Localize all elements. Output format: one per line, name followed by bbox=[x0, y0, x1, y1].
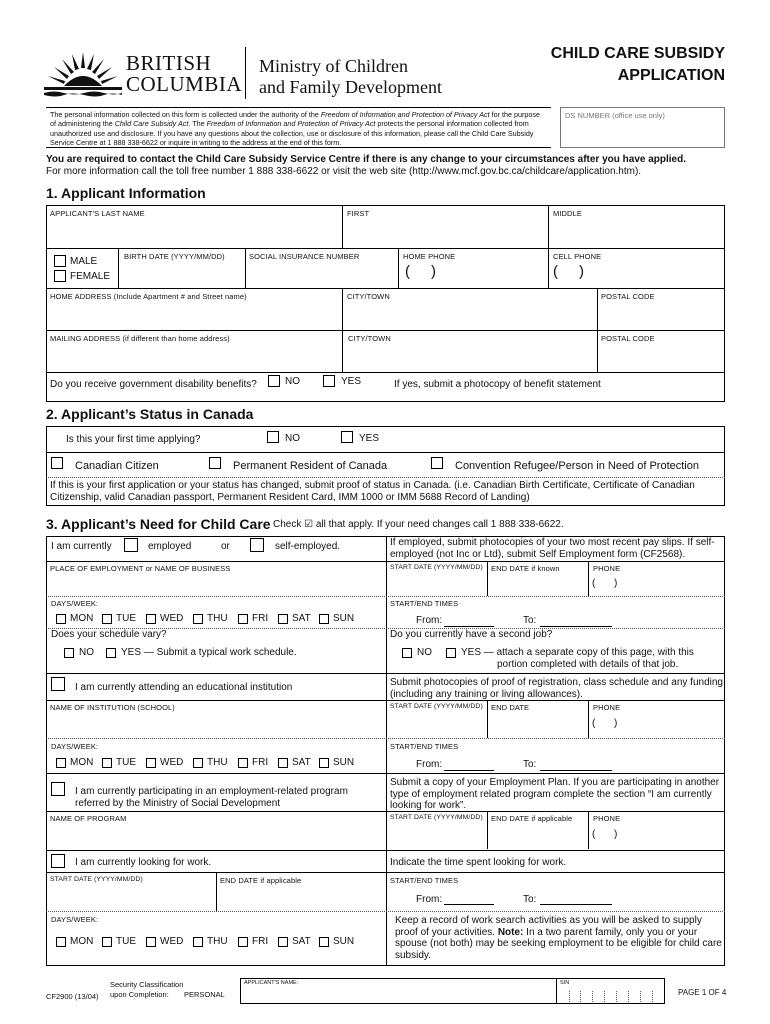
male-label: MALE bbox=[70, 256, 98, 267]
section3-subtitle: Check ☑ all that apply. If your need changes call 1 888 338-6622. bbox=[273, 519, 564, 530]
home-phone-paren-close: ) bbox=[431, 263, 436, 280]
program-label-1: I am currently participating in an employment-related program bbox=[75, 786, 348, 797]
look-from-input[interactable] bbox=[444, 904, 494, 905]
look-mon-label: MON bbox=[70, 936, 94, 947]
mailing-postal-label: POSTAL CODE bbox=[601, 334, 655, 343]
education-phone-field[interactable] bbox=[589, 701, 724, 738]
edu-sun-checkbox[interactable] bbox=[319, 758, 329, 768]
emp-wed-label: WED bbox=[160, 613, 184, 624]
emp-days-week-label: DAYS/WEEK: bbox=[51, 599, 99, 608]
disability-yes-label: YES bbox=[341, 376, 362, 387]
emp-from-label: From: bbox=[416, 615, 443, 626]
program-label-2: referred by the Ministry of Social Development bbox=[75, 798, 281, 809]
looking-start-date-label: START DATE (YYYY/MM/DD) bbox=[50, 876, 143, 883]
sin-label: SOCIAL INSURANCE NUMBER bbox=[249, 252, 360, 261]
education-phone-label: PHONE bbox=[593, 703, 621, 712]
program-phone-paren-open: ( bbox=[592, 829, 596, 840]
education-checkbox[interactable] bbox=[51, 677, 65, 691]
looking-end-date-field[interactable] bbox=[217, 873, 385, 911]
looking-end-date-label: END DATE if applicable bbox=[220, 876, 302, 885]
edu-tue-checkbox[interactable] bbox=[102, 758, 112, 768]
section3-title: 3. Applicant’s Need for Child Care bbox=[46, 516, 271, 532]
program-start-date-label: START DATE (YYYY/MM/DD) bbox=[390, 814, 483, 821]
emp-mon-label: MON bbox=[70, 613, 94, 624]
edu-row2-bottom bbox=[46, 738, 725, 739]
second-job-no-checkbox[interactable] bbox=[402, 648, 412, 658]
program-start-date-field[interactable] bbox=[387, 812, 486, 849]
section1-title: 1. Applicant Information bbox=[46, 185, 206, 201]
look-row2-bottom bbox=[46, 911, 725, 912]
schedule-no-label: NO bbox=[79, 647, 94, 658]
program-phone-label: PHONE bbox=[593, 814, 621, 823]
employment-note: If employed, submit photocopies of your two most recent pay slips. If self-employed (not Inc or Ltd), submit Self Employment form (CF2568). bbox=[390, 537, 715, 560]
edu-block-bottom bbox=[46, 773, 725, 774]
edu-to-label: To: bbox=[523, 759, 537, 770]
disability-no-checkbox[interactable] bbox=[268, 375, 280, 387]
ministry-name bbox=[259, 56, 442, 98]
citizen-checkbox[interactable] bbox=[51, 457, 63, 469]
schedule-yes-checkbox[interactable] bbox=[106, 648, 116, 658]
mailing-city-field[interactable] bbox=[343, 331, 596, 371]
education-note: Submit photocopies of proof of registration, class schedule and any funding (including any training or living allowances). bbox=[390, 677, 723, 700]
edu-wed-checkbox[interactable] bbox=[146, 758, 156, 768]
status-proof-note: If this is your first application or your status has changed, submit proof of status in Canada. (i.e. Canadian Birth Certificate, Certificate of Canadian Citizenship, valid Canadian passport, Permanent Resident Card, IMM 1000 or IMM 5688 Record of Landing) bbox=[50, 480, 695, 503]
privacy-text-3: . The bbox=[188, 119, 207, 129]
form-title bbox=[520, 43, 725, 87]
mailing-address-label: MAILING ADDRESS (if different than home address) bbox=[50, 334, 230, 343]
emp-start-end-times-label: START/END TIMES bbox=[390, 599, 459, 608]
disability-question: Do you receive government disability benefits? bbox=[50, 379, 257, 390]
ministry-line1: Ministry of Children bbox=[259, 56, 408, 76]
second-job-yes-checkbox[interactable] bbox=[446, 648, 456, 658]
sin-tick-5 bbox=[616, 991, 617, 1002]
look-tue-checkbox[interactable] bbox=[102, 937, 112, 947]
sin-tick-6 bbox=[628, 991, 629, 1002]
bc-logo-sun-icon bbox=[42, 46, 124, 98]
emp-days-row bbox=[46, 612, 386, 628]
cell-phone-label: CELL PHONE bbox=[553, 252, 602, 261]
program-checkbox[interactable] bbox=[51, 782, 65, 796]
s2-row2-bottom bbox=[46, 477, 725, 478]
permanent-resident-checkbox[interactable] bbox=[209, 457, 221, 469]
female-label: FEMALE bbox=[70, 271, 111, 282]
emp-to-label: To: bbox=[523, 615, 537, 626]
bc-line1: BRITISH bbox=[126, 51, 212, 75]
page-number: PAGE 1 OF 4 bbox=[678, 988, 727, 997]
footer-applicant-name-field[interactable] bbox=[241, 979, 555, 1003]
second-job-question: Do you currently have a second job? bbox=[390, 629, 553, 640]
home-postal-field[interactable] bbox=[598, 289, 724, 329]
s2-row1-bottom bbox=[46, 452, 725, 453]
emp-mon-checkbox[interactable] bbox=[56, 614, 66, 624]
emp-to-input[interactable] bbox=[540, 626, 612, 627]
edu-fri-checkbox[interactable] bbox=[238, 758, 248, 768]
look-days-week-label: DAYS/WEEK: bbox=[51, 915, 99, 924]
self-employed-checkbox[interactable] bbox=[250, 538, 264, 552]
edu-fri-label: FRI bbox=[252, 757, 269, 768]
employment-start-date-field[interactable] bbox=[387, 562, 486, 596]
refugee-checkbox[interactable] bbox=[431, 457, 443, 469]
look-record-note-text: Keep a record of work search activities as you will be asked to supply proof of your activities. bbox=[395, 915, 702, 938]
first-time-no-checkbox[interactable] bbox=[267, 431, 279, 443]
home-phone-label: HOME PHONE bbox=[403, 252, 456, 261]
privacy-text-4: protects the personal information collected from unauthorized use and disclosure. If you have any questions about the collection, use or disclosure of this information, please call the Child Care Subsidy Service Centre at 1 888 338-6622 or inquire in writing to the address at the end of this form. bbox=[50, 119, 534, 147]
look-tue-label: TUE bbox=[116, 936, 136, 947]
program-end-date-field[interactable] bbox=[488, 812, 587, 849]
look-thu-label: THU bbox=[207, 936, 228, 947]
security-classification bbox=[110, 980, 183, 1000]
emp-from-input[interactable] bbox=[444, 626, 494, 627]
edu-tue-label: TUE bbox=[116, 757, 136, 768]
cell-phone-paren-close: ) bbox=[579, 263, 584, 280]
edu-to-input[interactable] bbox=[540, 770, 612, 771]
privacy-act-3: Freedom of Information and Protection of Privacy Act bbox=[206, 119, 376, 129]
ministry-line2: and Family Development bbox=[259, 77, 442, 97]
schedule-no-checkbox[interactable] bbox=[64, 648, 74, 658]
privacy-text-1: The personal information collected on this form is collected under the authority of the bbox=[50, 110, 321, 119]
logo-divider bbox=[245, 47, 246, 99]
citizen-label: Canadian Citizen bbox=[75, 460, 159, 472]
home-phone-field[interactable] bbox=[399, 249, 547, 287]
second-job-no-label: NO bbox=[417, 647, 432, 658]
edu-mon-label: MON bbox=[70, 757, 94, 768]
look-note-text: In a two parent family, only you or your spouse (not both) may be seeking employment to be eligible for child care subsidy. bbox=[395, 926, 722, 961]
look-start-end-times-label: START/END TIMES bbox=[390, 876, 459, 885]
sin-tick-2 bbox=[580, 991, 581, 1002]
edu-from-label: From: bbox=[416, 759, 443, 770]
refugee-label: Convention Refugee/Person in Need of Protection bbox=[455, 460, 699, 472]
form-code: CF2900 (13/04) bbox=[46, 992, 99, 1001]
self-employed-label: self-employed. bbox=[275, 541, 341, 552]
employment-phone-field[interactable] bbox=[589, 562, 724, 596]
emp-tue-checkbox[interactable] bbox=[102, 614, 112, 624]
emp-schedule-divider bbox=[46, 628, 725, 629]
look-wed-label: WED bbox=[160, 936, 184, 947]
prog-block-bottom bbox=[46, 850, 725, 851]
emp-sun-checkbox[interactable] bbox=[319, 614, 329, 624]
notice-line2: For more information call the toll free number 1 888 338-6622 or visit the web site (http://www.mcf.gov.bc.ca/childcare/application.htm). bbox=[46, 166, 642, 177]
birth-date-label: BIRTH DATE (YYYY/MM/DD) bbox=[124, 252, 225, 261]
first-name-label: FIRST bbox=[347, 209, 370, 218]
section2-title: 2. Applicant’s Status in Canada bbox=[46, 406, 254, 422]
home-address-label: HOME ADDRESS (Include Apartment # and Street name) bbox=[50, 292, 247, 301]
look-to-input[interactable] bbox=[540, 904, 612, 905]
emp-thu-checkbox[interactable] bbox=[193, 614, 203, 624]
look-sun-checkbox[interactable] bbox=[319, 937, 329, 947]
title-line2: APPLICATION bbox=[617, 67, 725, 84]
last-name-field[interactable] bbox=[47, 206, 341, 247]
title-line1: CHILD CARE SUBSIDY bbox=[550, 45, 725, 62]
edu-sun-label: SUN bbox=[333, 757, 355, 768]
bc-logo bbox=[42, 46, 124, 98]
employed-label: employed bbox=[148, 541, 192, 552]
emp-fri-checkbox[interactable] bbox=[238, 614, 248, 624]
edu-days-row bbox=[46, 756, 386, 772]
privacy-text-2: for the purpose of administering the bbox=[50, 110, 540, 129]
edu-start-end-times-label: START/END TIMES bbox=[390, 742, 459, 751]
sin-tick-3 bbox=[592, 991, 593, 1002]
look-to-label: To: bbox=[523, 894, 537, 905]
first-name-field[interactable] bbox=[343, 206, 547, 247]
edu-mon-checkbox[interactable] bbox=[56, 758, 66, 768]
sin-tick-8 bbox=[652, 991, 653, 1002]
program-phone-paren-close: ) bbox=[614, 829, 618, 840]
security-value: PERSONAL bbox=[184, 990, 225, 999]
emp-sun-label: SUN bbox=[333, 613, 355, 624]
birth-date-field[interactable] bbox=[119, 249, 244, 287]
home-address-field[interactable] bbox=[47, 289, 341, 329]
looking-note: Indicate the time spent looking for work. bbox=[390, 857, 567, 868]
look-days-row bbox=[46, 935, 386, 951]
emp-fri-label: FRI bbox=[252, 613, 269, 624]
s3-center-divider bbox=[386, 536, 387, 966]
look-sun-label: SUN bbox=[333, 936, 355, 947]
cell-phone-field[interactable] bbox=[549, 249, 724, 287]
privacy-act-2: Child Care Subsidy Act bbox=[114, 119, 189, 129]
privacy-act-1: Freedom of Information and Protection of Privacy Act bbox=[320, 110, 490, 119]
edu-days-week-label: DAYS/WEEK: bbox=[51, 742, 99, 751]
program-name-field[interactable] bbox=[47, 812, 385, 849]
employed-checkbox[interactable] bbox=[124, 538, 138, 552]
emp-wed-checkbox[interactable] bbox=[146, 614, 156, 624]
ds-number-label: DS NUMBER (office use only) bbox=[565, 111, 665, 120]
program-end-date-label: END DATE if applicable bbox=[491, 814, 573, 823]
education-phone-paren-close: ) bbox=[614, 718, 618, 729]
looking-start-date-field[interactable] bbox=[47, 873, 215, 911]
education-phone-paren-open: ( bbox=[592, 718, 596, 729]
bc-wordmark bbox=[126, 53, 242, 95]
edu-wed-label: WED bbox=[160, 757, 184, 768]
schedule-question: Does your schedule vary? bbox=[51, 629, 167, 640]
place-of-employment-label: PLACE OF EMPLOYMENT or NAME OF BUSINESS bbox=[50, 564, 231, 573]
look-from-label: From: bbox=[416, 894, 443, 905]
bc-line2: COLUMBIA bbox=[126, 72, 243, 96]
footer-sin-label: SIN bbox=[560, 980, 570, 986]
education-end-date-field[interactable] bbox=[488, 701, 587, 738]
edu-from-input[interactable] bbox=[444, 770, 494, 771]
edu-sat-checkbox[interactable] bbox=[278, 758, 288, 768]
look-thu-checkbox[interactable] bbox=[193, 937, 203, 947]
last-name-label: APPLICANT'S LAST NAME bbox=[50, 209, 145, 218]
look-wed-checkbox[interactable] bbox=[146, 937, 156, 947]
emp-thu-label: THU bbox=[207, 613, 228, 624]
emp-sat-label: SAT bbox=[292, 613, 311, 624]
mailing-city-label: CITY/TOWN bbox=[348, 334, 391, 343]
middle-name-label: MIDDLE bbox=[553, 209, 582, 218]
employment-start-date-label: START DATE (YYYY/MM/DD) bbox=[390, 564, 483, 571]
middle-name-field[interactable] bbox=[549, 206, 724, 247]
security-line2: upon Completion: bbox=[110, 990, 169, 999]
sin-tick-4 bbox=[604, 991, 605, 1002]
sin-field[interactable] bbox=[246, 249, 397, 287]
first-time-no-label: NO bbox=[285, 433, 300, 444]
institution-name-field[interactable] bbox=[47, 701, 385, 738]
ds-number-field[interactable] bbox=[560, 107, 725, 148]
look-sat-checkbox[interactable] bbox=[278, 937, 288, 947]
education-start-date-label: START DATE (YYYY/MM/DD) bbox=[390, 703, 483, 710]
mailing-postal-field[interactable] bbox=[598, 331, 724, 371]
disability-yes-checkbox[interactable] bbox=[323, 375, 335, 387]
second-job-yes-label-1: YES — attach a separate copy of this page, with this bbox=[461, 647, 694, 658]
schedule-yes-label: YES — Submit a typical work schedule. bbox=[121, 647, 297, 658]
program-name-label: NAME OF PROGRAM bbox=[50, 814, 127, 823]
home-postal-label: POSTAL CODE bbox=[601, 292, 655, 301]
education-end-date-label: END DATE bbox=[491, 703, 530, 712]
footer-applicant-name-label: APPLICANT'S NAME: bbox=[244, 980, 299, 986]
emp-tue-label: TUE bbox=[116, 613, 136, 624]
look-sat-label: SAT bbox=[292, 936, 311, 947]
sin-tick-7 bbox=[640, 991, 641, 1002]
employment-end-date-label: END DATE if known bbox=[491, 564, 560, 573]
home-city-label: CITY/TOWN bbox=[347, 292, 390, 301]
home-phone-paren-open: ( bbox=[405, 263, 410, 280]
security-line1: Security Classification bbox=[110, 980, 184, 989]
emp-sat-checkbox[interactable] bbox=[278, 614, 288, 624]
s1-row4-bottom bbox=[46, 372, 725, 373]
cell-phone-paren-open: ( bbox=[553, 263, 558, 280]
permanent-resident-label: Permanent Resident of Canada bbox=[233, 460, 388, 472]
education-start-date-field[interactable] bbox=[387, 701, 486, 738]
emp-row2-bottom bbox=[46, 596, 725, 597]
institution-name-label: NAME OF INSTITUTION (SCHOOL) bbox=[50, 703, 175, 712]
male-checkbox[interactable] bbox=[54, 255, 66, 267]
employment-phone-paren-close: ) bbox=[614, 578, 618, 589]
footer-sin-field[interactable] bbox=[557, 979, 664, 1003]
employment-phone-label: PHONE bbox=[593, 564, 621, 573]
employment-i-am-currently: I am currently bbox=[51, 541, 112, 552]
privacy-notice bbox=[46, 107, 551, 148]
education-label: I am currently attending an educational institution bbox=[75, 682, 293, 693]
first-time-question: Is this your first time applying? bbox=[66, 434, 201, 445]
looking-label: I am currently looking for work. bbox=[75, 857, 212, 868]
look-fri-label: FRI bbox=[252, 936, 269, 947]
edu-thu-checkbox[interactable] bbox=[193, 758, 203, 768]
sin-tick-1 bbox=[569, 991, 570, 1002]
employment-end-date-field[interactable] bbox=[488, 562, 587, 596]
place-of-employment-field[interactable] bbox=[47, 562, 385, 596]
program-note: Submit a copy of your Employment Plan. If you are participating in another type of employment related program complete the section “I am currently looking for work”. bbox=[390, 777, 720, 811]
female-checkbox[interactable] bbox=[54, 270, 66, 282]
emp-block-bottom bbox=[46, 673, 725, 674]
first-time-yes-label: YES bbox=[359, 433, 380, 444]
home-city-field[interactable] bbox=[343, 289, 596, 329]
program-phone-field[interactable] bbox=[589, 812, 724, 849]
look-mon-checkbox[interactable] bbox=[56, 937, 66, 947]
looking-checkbox[interactable] bbox=[51, 854, 65, 868]
notice-line1: You are required to contact the Child Care Subsidy Service Centre if there is any change to your circumstances after you have applied. bbox=[46, 154, 686, 165]
look-note-label: Note: bbox=[497, 926, 524, 938]
edu-thu-label: THU bbox=[207, 757, 228, 768]
disability-no-label: NO bbox=[285, 376, 300, 387]
employment-phone-paren-open: ( bbox=[592, 578, 596, 589]
disability-note: If yes, submit a photocopy of benefit statement bbox=[394, 379, 601, 390]
look-fri-checkbox[interactable] bbox=[238, 937, 248, 947]
employment-or: or bbox=[221, 541, 230, 552]
edu-sat-label: SAT bbox=[292, 757, 311, 768]
first-time-yes-checkbox[interactable] bbox=[341, 431, 353, 443]
mailing-address-field[interactable] bbox=[47, 331, 341, 371]
look-record-note bbox=[395, 915, 723, 961]
second-job-yes-label-2: portion completed with details of that job. bbox=[497, 659, 679, 670]
